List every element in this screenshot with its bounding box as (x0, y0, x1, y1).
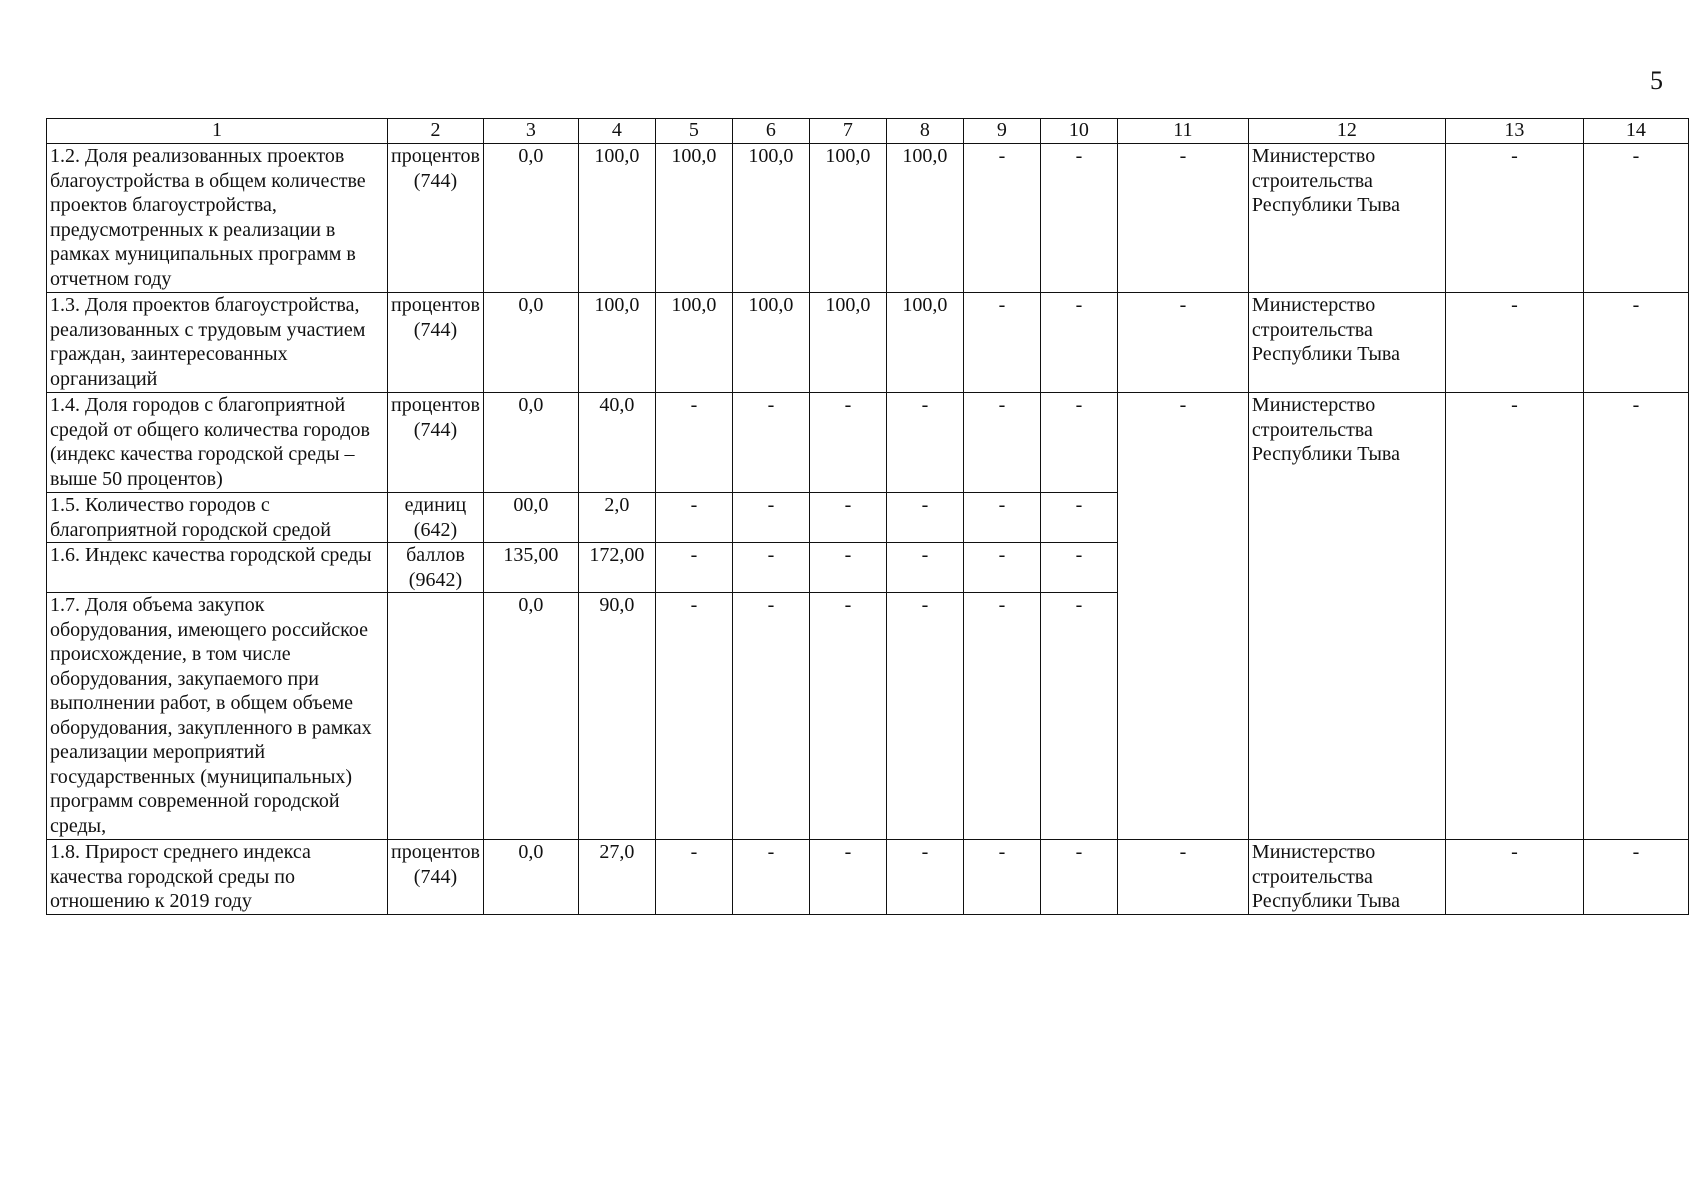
table-row (47, 144, 1689, 293)
header-cell: 4 (578, 119, 655, 144)
unit-cell: процентов (744) (388, 293, 484, 393)
header-cell: 2 (388, 119, 484, 144)
value-cell: - (655, 393, 732, 493)
unit-cell (388, 593, 484, 840)
value-cell: - (732, 840, 809, 915)
value-cell: - (963, 593, 1040, 840)
value-cell: - (1040, 543, 1117, 593)
value-cell: 0,0 (483, 393, 578, 493)
value-cell: 100,0 (578, 144, 655, 293)
indicator-name: 1.8. Прирост среднего индекса качества городской среды по отношению к 2019 году (47, 840, 388, 915)
value-cell: - (1040, 393, 1117, 493)
value-cell: - (963, 493, 1040, 543)
value-cell: 135,00 (483, 543, 578, 593)
value-cell: - (655, 493, 732, 543)
header-cell: 3 (483, 119, 578, 144)
header-cell: 10 (1040, 119, 1117, 144)
value-cell: - (655, 840, 732, 915)
value-cell: - (732, 493, 809, 543)
value-cell: 0,0 (483, 144, 578, 293)
value-cell: - (1040, 144, 1117, 293)
value-cell: - (1445, 293, 1583, 393)
value-cell: - (1040, 840, 1117, 915)
unit-cell: процентов (744) (388, 393, 484, 493)
value-cell: - (809, 593, 886, 840)
value-cell: 0,0 (483, 840, 578, 915)
value-cell: 2,0 (578, 493, 655, 543)
value-cell: 100,0 (655, 293, 732, 393)
table-row (47, 393, 1689, 493)
value-cell: 100,0 (578, 293, 655, 393)
header-cell: 9 (963, 119, 1040, 144)
value-cell: 100,0 (809, 293, 886, 393)
header-cell: 8 (886, 119, 963, 144)
value-cell: 40,0 (578, 393, 655, 493)
value-cell: - (1583, 144, 1688, 293)
table-row (47, 293, 1689, 393)
value-cell: - (732, 393, 809, 493)
value-cell: - (1040, 593, 1117, 840)
page-number: 5 (1650, 66, 1663, 95)
value-cell: - (732, 543, 809, 593)
indicator-name: 1.4. Доля городов с благоприятной средой от общего количества городов (индекс качества городской среды – выше 50 процентов) (47, 393, 388, 493)
header-row (47, 119, 1689, 144)
value-cell: 90,0 (578, 593, 655, 840)
agency-cell: Министерство строительства Республики Тыва (1248, 840, 1445, 915)
value-cell: 0,0 (483, 293, 578, 393)
agency-cell: Министерство строительства Республики Тыва (1248, 393, 1445, 840)
indicator-name: 1.3. Доля проектов благоустройства, реализованных с трудовым участием граждан, заинтересованных организаций (47, 293, 388, 393)
value-cell: - (886, 543, 963, 593)
unit-cell: процентов (744) (388, 840, 484, 915)
header-cell: 6 (732, 119, 809, 144)
value-cell: - (1117, 840, 1248, 915)
value-cell: - (963, 543, 1040, 593)
value-cell: - (1040, 293, 1117, 393)
header-cell: 7 (809, 119, 886, 144)
value-cell: 00,0 (483, 493, 578, 543)
indicator-name: 1.6. Индекс качества городской среды (47, 543, 388, 593)
value-cell: - (886, 593, 963, 840)
unit-cell: баллов (9642) (388, 543, 484, 593)
value-cell: - (809, 840, 886, 915)
value-cell: - (655, 543, 732, 593)
value-cell: 172,00 (578, 543, 655, 593)
value-cell: - (1040, 493, 1117, 543)
indicator-name: 1.2. Доля реализованных проектов благоустройства в общем количестве проектов благоустройства, предусмотренных к реализации в рамках муниципальных программ в отчетном году (47, 144, 388, 293)
agency-cell: Министерство строительства Республики Тыва (1248, 144, 1445, 293)
table-row (47, 840, 1689, 915)
value-cell: - (963, 840, 1040, 915)
indicators-table (46, 118, 1689, 915)
value-cell: - (886, 393, 963, 493)
value-cell: 0,0 (483, 593, 578, 840)
value-cell: - (886, 840, 963, 915)
value-cell: 100,0 (809, 144, 886, 293)
header-cell: 1 (47, 119, 388, 144)
value-cell: - (1445, 840, 1583, 915)
value-cell: 100,0 (886, 144, 963, 293)
value-cell: - (963, 144, 1040, 293)
value-cell: - (1117, 393, 1248, 840)
unit-cell: единиц (642) (388, 493, 484, 543)
value-cell: - (809, 393, 886, 493)
value-cell: - (809, 493, 886, 543)
agency-cell: Министерство строительства Республики Тыва (1248, 293, 1445, 393)
value-cell: 27,0 (578, 840, 655, 915)
header-cell: 5 (655, 119, 732, 144)
value-cell: 100,0 (886, 293, 963, 393)
value-cell: 100,0 (655, 144, 732, 293)
value-cell: - (886, 493, 963, 543)
value-cell: - (963, 293, 1040, 393)
indicator-name: 1.5. Количество городов с благоприятной городской средой (47, 493, 388, 543)
value-cell: - (732, 593, 809, 840)
header-cell: 14 (1583, 119, 1688, 144)
value-cell: - (1445, 144, 1583, 293)
value-cell: - (1445, 393, 1583, 840)
value-cell: - (1117, 144, 1248, 293)
value-cell: - (963, 393, 1040, 493)
value-cell: 100,0 (732, 293, 809, 393)
value-cell: - (655, 593, 732, 840)
unit-cell: процентов (744) (388, 144, 484, 293)
value-cell: - (809, 543, 886, 593)
indicator-name: 1.7. Доля объема закупок оборудования, имеющего российское происхождение, в том числе оборудования, закупаемого при выполнении работ, в общем объеме оборудования, закупленного в рамках реализации мероприятий государственных (муниципальных) программ современной городской среды, (47, 593, 388, 840)
value-cell: - (1583, 393, 1688, 840)
header-cell: 12 (1248, 119, 1445, 144)
value-cell: - (1117, 293, 1248, 393)
header-cell: 11 (1117, 119, 1248, 144)
value-cell: - (1583, 840, 1688, 915)
value-cell: - (1583, 293, 1688, 393)
value-cell: 100,0 (732, 144, 809, 293)
header-cell: 13 (1445, 119, 1583, 144)
